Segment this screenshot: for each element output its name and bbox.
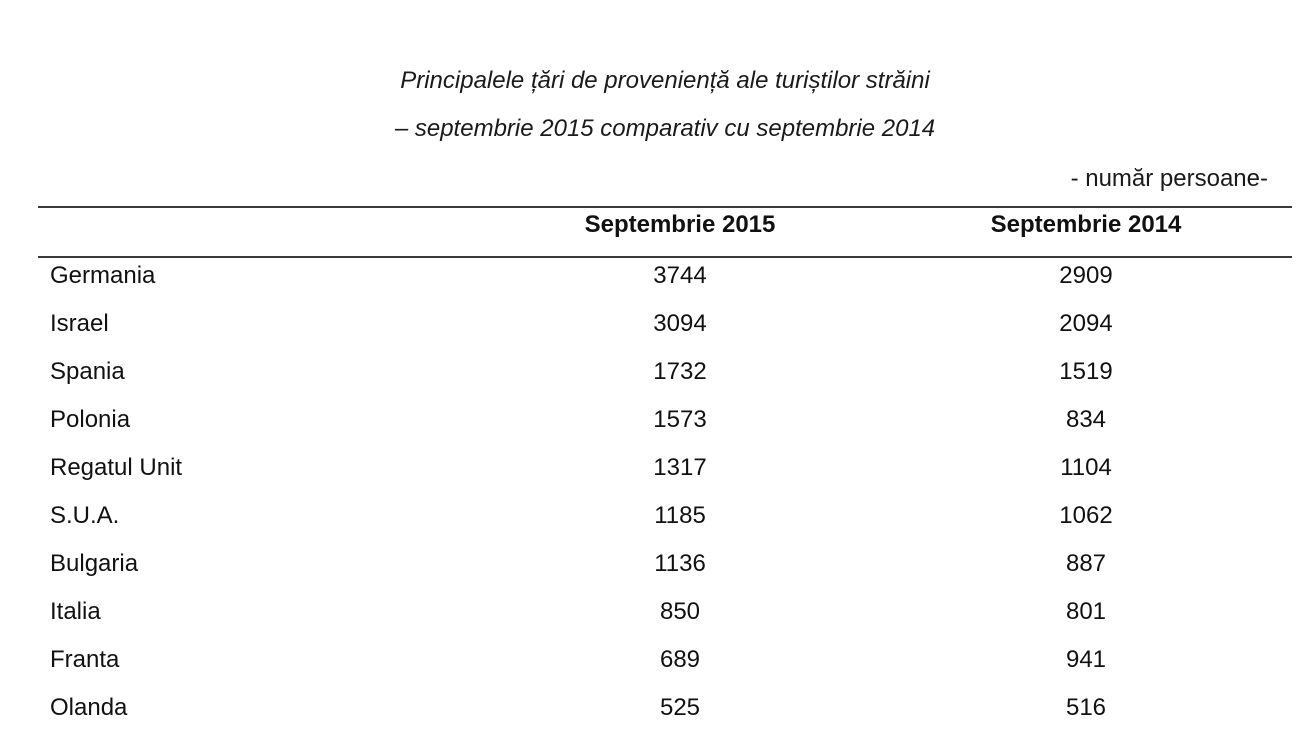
country-cell: Spania (50, 358, 125, 385)
sep2015-cell: 1732 (653, 358, 707, 385)
sep2015-cell: 3744 (653, 262, 707, 289)
table-row (0, 498, 1308, 546)
country-cell: Regatul Unit (50, 454, 183, 481)
table-row (0, 402, 1308, 450)
country-cell: Italia (50, 598, 101, 625)
country-cell: S.U.A. (50, 502, 120, 529)
table-row (0, 546, 1308, 594)
table-row (0, 258, 1308, 306)
country-cell: Israel (50, 310, 109, 337)
sep2015-cell: 1185 (654, 502, 706, 529)
sep2014-cell: 2909 (1059, 262, 1113, 289)
sep2014-cell: 1062 (1059, 502, 1113, 529)
column-header-sep2015: Septembrie 2015 (584, 211, 776, 238)
country-cell: Olanda (50, 694, 128, 721)
table-row (0, 642, 1308, 690)
table-row (0, 690, 1308, 738)
sep2015-cell: 1136 (654, 550, 706, 577)
sep2015-cell: 850 (659, 598, 701, 625)
table-row (0, 450, 1308, 498)
document-subtitle: – septembrie 2015 comparativ cu septembrie 2014 (394, 115, 936, 142)
sep2014-cell: 1519 (1059, 358, 1113, 385)
sep2014-cell: 801 (1065, 598, 1107, 625)
table-body (0, 258, 1308, 738)
document-title: Principalele țări de proveniență ale turiștilor străini (400, 67, 930, 94)
country-cell: Germania (50, 262, 156, 289)
country-cell: Franta (50, 646, 120, 673)
sep2014-cell: 2094 (1059, 310, 1113, 337)
column-header-sep2014: Septembrie 2014 (990, 211, 1182, 238)
sep2014-cell: 941 (1065, 646, 1107, 673)
sep2015-cell: 3094 (653, 310, 707, 337)
sep2015-cell: 525 (659, 694, 701, 721)
sep2015-cell: 1317 (653, 454, 707, 481)
table-row (0, 306, 1308, 354)
sep2014-cell: 516 (1065, 694, 1107, 721)
country-cell: Bulgaria (50, 550, 139, 577)
table-top-rule (38, 206, 1292, 208)
sep2014-cell: 834 (1065, 406, 1107, 433)
sep2014-cell: 887 (1065, 550, 1107, 577)
country-cell: Polonia (50, 406, 131, 433)
table-row (0, 354, 1308, 402)
sep2015-cell: 1573 (653, 406, 707, 433)
sep2014-cell: 1104 (1060, 454, 1112, 481)
unit-label: - număr persoane- (1070, 165, 1268, 192)
table-row (0, 594, 1308, 642)
sep2015-cell: 689 (659, 646, 701, 673)
